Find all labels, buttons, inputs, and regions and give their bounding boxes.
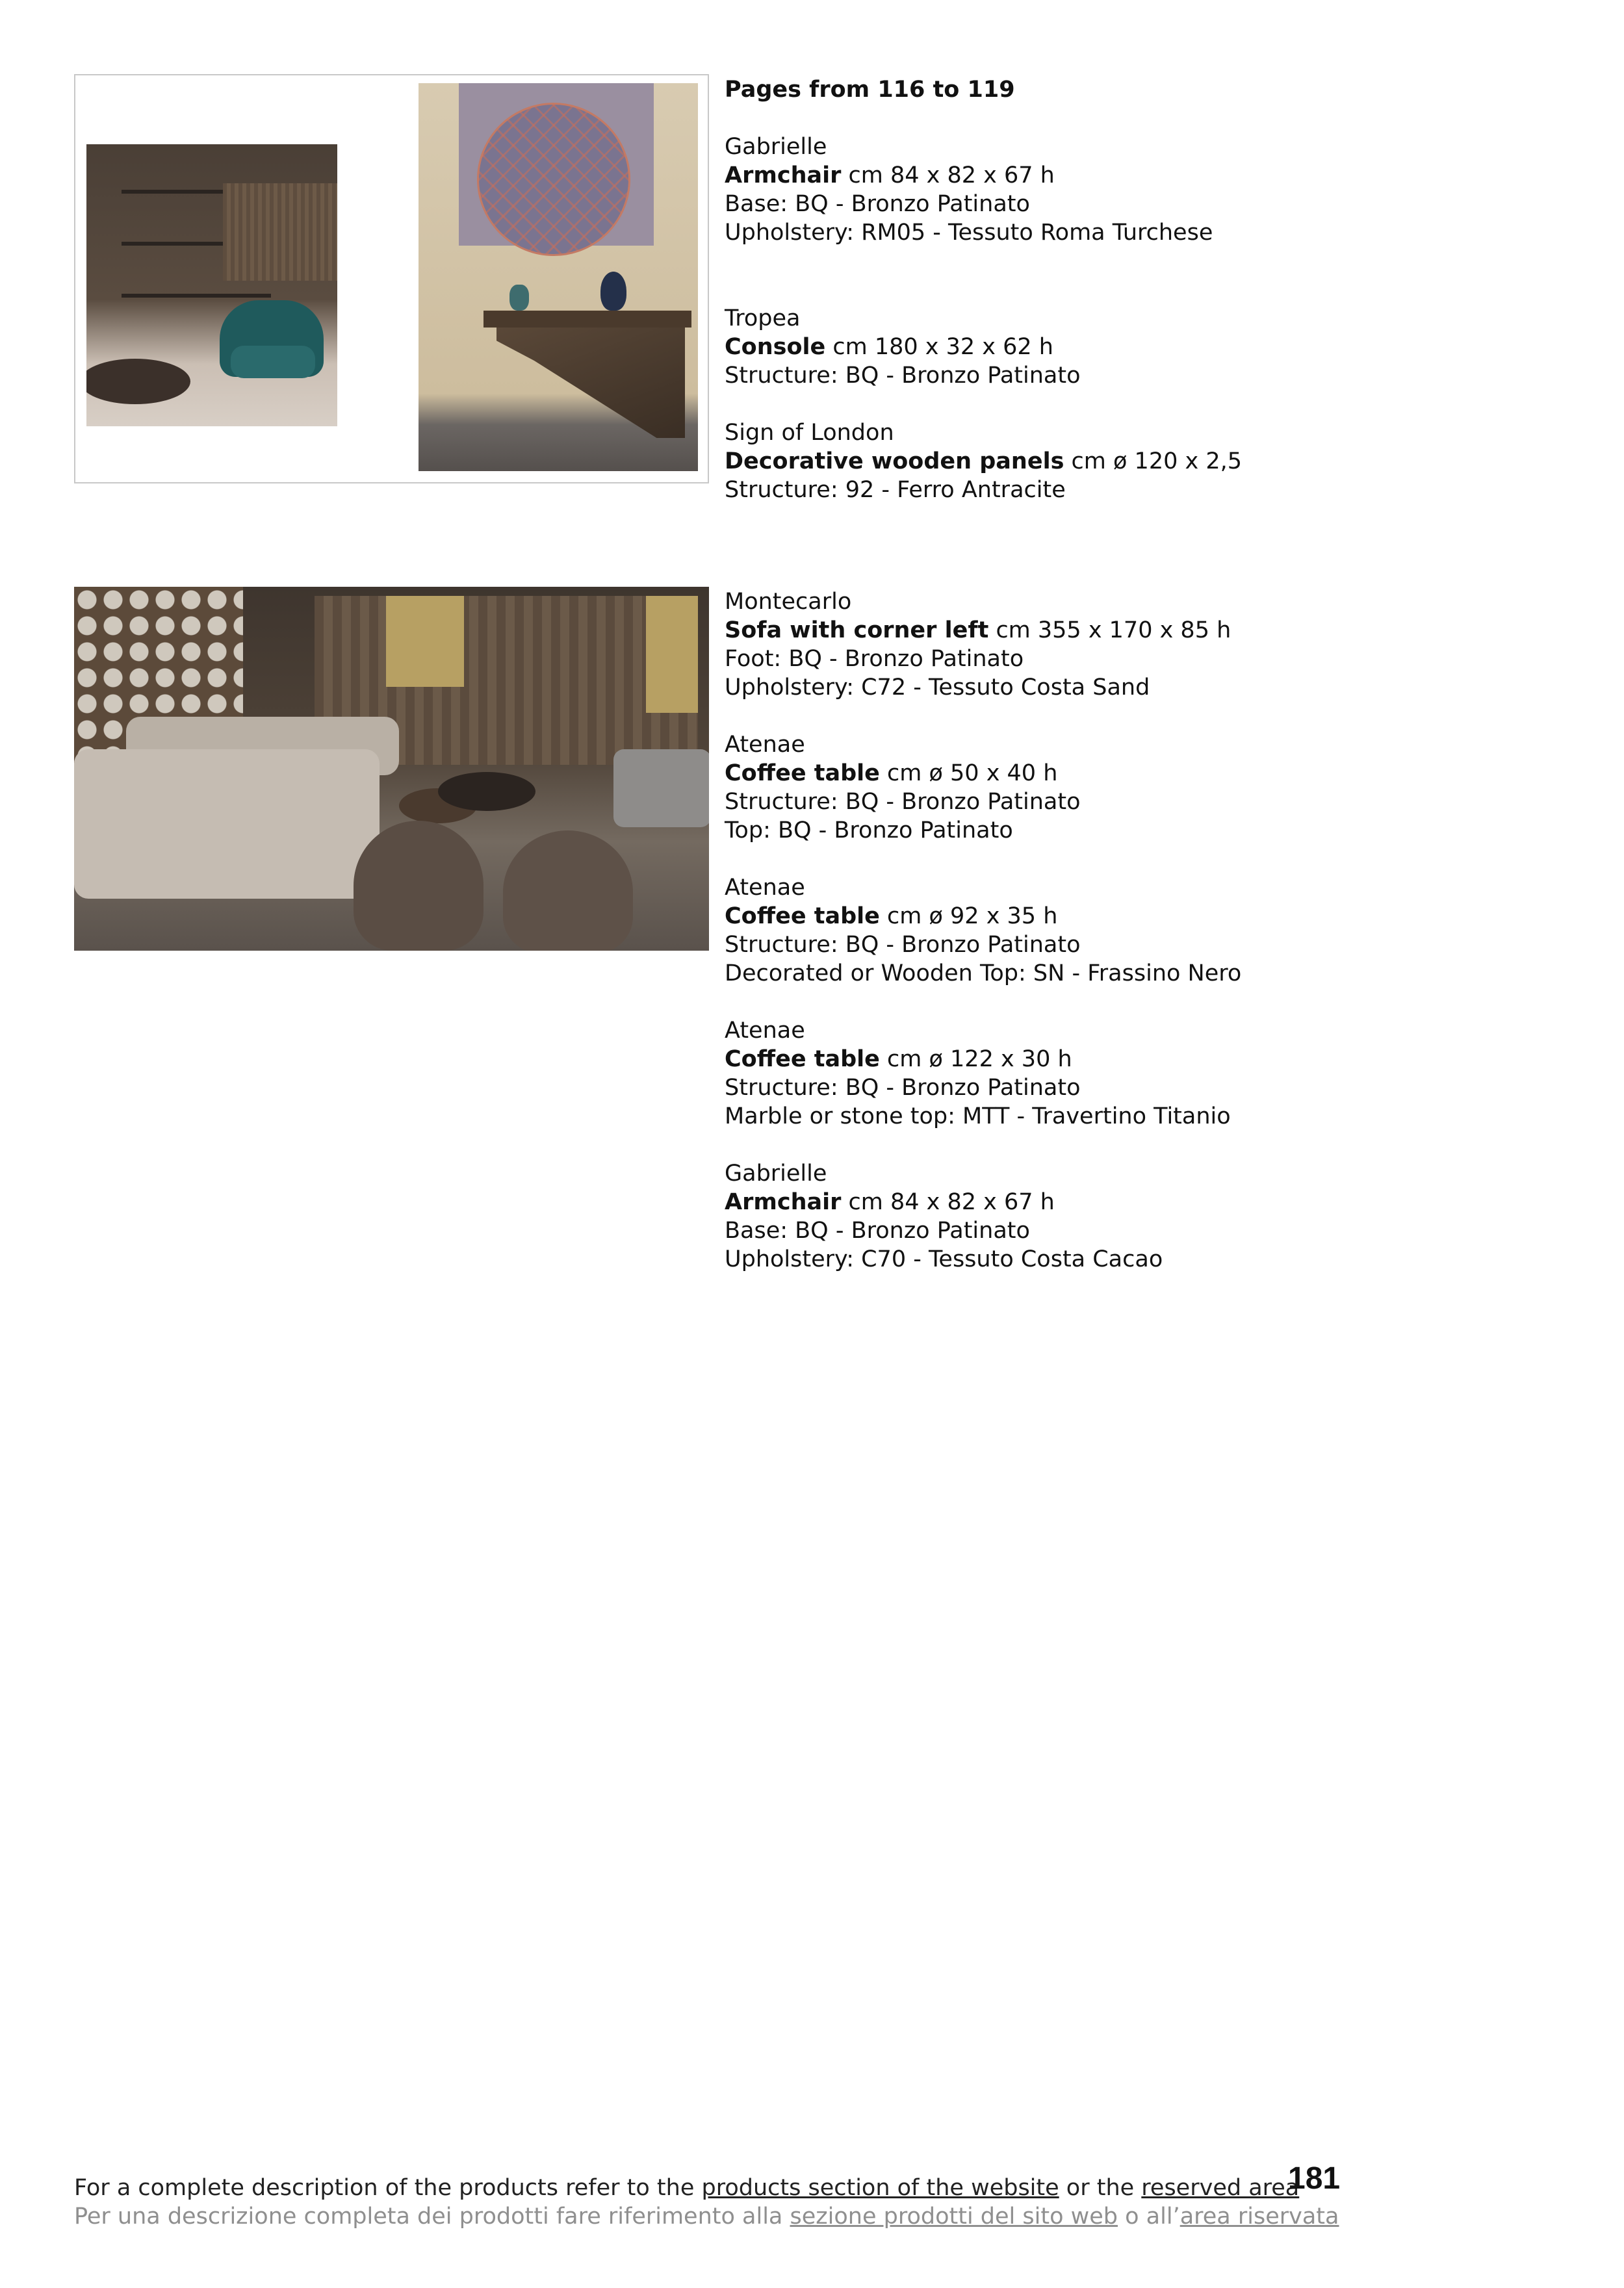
footer-italian-line — [74, 2202, 1339, 2231]
product-type-line — [725, 161, 1439, 190]
product-name: Tropea — [725, 305, 801, 331]
product-type: Armchair — [725, 1189, 842, 1215]
footer-english-text: For a complete description of the products refer to the — [74, 2175, 702, 2201]
pages-range-label: Pages from 116 to 119 — [725, 77, 1015, 103]
products-section-link[interactable]: products section of the website — [701, 2175, 1059, 2201]
photo-vase — [600, 272, 626, 311]
product-entry — [725, 1159, 1439, 1274]
product-type: Console — [725, 334, 826, 360]
photo-console-top — [483, 311, 691, 328]
product-type-line — [725, 447, 1439, 476]
product-dimensions: cm 84 x 82 x 67 h — [848, 162, 1055, 188]
photo-gold-panel — [386, 596, 464, 687]
product-entry — [725, 730, 1439, 845]
photo-armchair-seat — [231, 346, 315, 378]
footer-italian-text: Per una descrizione completa dei prodotti fare riferimento alla — [74, 2204, 790, 2230]
photo-armchair — [354, 821, 483, 951]
product-name: Atenae — [725, 1018, 805, 1044]
living-room-photo — [74, 587, 709, 951]
product-type-line — [725, 333, 1439, 361]
photo-vase — [509, 285, 529, 311]
product-entry — [725, 418, 1439, 504]
product-name: Montecarlo — [725, 589, 852, 615]
product-detail: Upholstery: RM05 - Tessuto Roma Turchese — [725, 220, 1213, 246]
product-type: Armchair — [725, 162, 842, 188]
section-2-text — [725, 587, 1439, 1302]
product-type: Decorative wooden panels — [725, 448, 1064, 474]
footer-italian-connector: o all’ — [1118, 2204, 1180, 2230]
product-dimensions: cm 355 x 170 x 85 h — [996, 617, 1231, 643]
product-type-line — [725, 902, 1439, 931]
footer-english-connector: or the — [1059, 2175, 1142, 2201]
product-type-line — [725, 616, 1439, 645]
product-entry — [725, 873, 1439, 988]
image-frame-section-1 — [74, 74, 709, 483]
product-entry — [725, 133, 1439, 247]
product-detail: Base: BQ - Bronzo Patinato — [725, 1218, 1030, 1244]
product-dimensions: cm ø 122 x 30 h — [887, 1046, 1072, 1072]
product-name: Sign of London — [725, 420, 894, 446]
product-entry — [725, 1016, 1439, 1131]
photo-decorative-disk — [477, 103, 630, 256]
product-entry — [725, 304, 1439, 390]
armchair-room-photo — [86, 144, 337, 426]
product-dimensions: cm ø 92 x 35 h — [887, 903, 1058, 929]
product-detail: Base: BQ - Bronzo Patinato — [725, 191, 1030, 217]
product-detail: Decorated or Wooden Top: SN - Frassino Nero — [725, 960, 1242, 986]
photo-side-table — [86, 359, 190, 404]
photo-console-body — [496, 328, 685, 438]
console-panel-photo — [419, 83, 698, 471]
product-name: Gabrielle — [725, 134, 827, 160]
product-detail: Marble or stone top: MTT - Travertino Titanio — [725, 1103, 1231, 1129]
area-riservata-link[interactable]: area riservata — [1179, 2204, 1339, 2230]
page-number: 181 — [1288, 2161, 1341, 2196]
product-detail: Top: BQ - Bronzo Patinato — [725, 817, 1013, 843]
product-entry — [725, 587, 1439, 702]
product-detail: Structure: BQ - Bronzo Patinato — [725, 789, 1081, 815]
product-detail: Structure: BQ - Bronzo Patinato — [725, 932, 1081, 958]
footer-english-line — [74, 2174, 1309, 2202]
photo-corner-sofa — [74, 749, 380, 899]
product-detail: Structure: BQ - Bronzo Patinato — [725, 1075, 1081, 1101]
photo-wood-panel — [223, 183, 337, 281]
product-type-line — [725, 759, 1439, 788]
product-type-line — [725, 1188, 1439, 1216]
product-name: Gabrielle — [725, 1161, 827, 1187]
product-name: Atenae — [725, 875, 805, 901]
product-dimensions: cm 84 x 82 x 67 h — [848, 1189, 1055, 1215]
sezione-prodotti-link[interactable]: sezione prodotti del sito web — [790, 2204, 1118, 2230]
photo-gold-panel — [646, 596, 698, 713]
product-detail: Foot: BQ - Bronzo Patinato — [725, 646, 1024, 672]
product-type: Coffee table — [725, 1046, 880, 1072]
reserved-area-link[interactable]: reserved area — [1141, 2175, 1300, 2201]
product-detail: Upholstery: C70 - Tessuto Costa Cacao — [725, 1246, 1163, 1272]
product-type-line — [725, 1045, 1439, 1073]
product-detail: Structure: BQ - Bronzo Patinato — [725, 363, 1081, 389]
product-type: Coffee table — [725, 760, 880, 786]
product-type: Coffee table — [725, 903, 880, 929]
product-type: Sofa with corner left — [725, 617, 989, 643]
photo-shelf — [122, 294, 271, 298]
photo-armchair — [503, 830, 633, 951]
product-name: Atenae — [725, 732, 805, 758]
photo-sofa-right — [613, 749, 709, 827]
section-1-text — [725, 75, 1439, 533]
product-dimensions: cm ø 120 x 2,5 — [1071, 448, 1242, 474]
product-detail: Upholstery: C72 - Tessuto Costa Sand — [725, 675, 1150, 701]
product-detail: Structure: 92 - Ferro Antracite — [725, 477, 1066, 503]
product-dimensions: cm 180 x 32 x 62 h — [832, 334, 1053, 360]
product-dimensions: cm ø 50 x 40 h — [887, 760, 1058, 786]
photo-coffee-table — [438, 772, 535, 811]
